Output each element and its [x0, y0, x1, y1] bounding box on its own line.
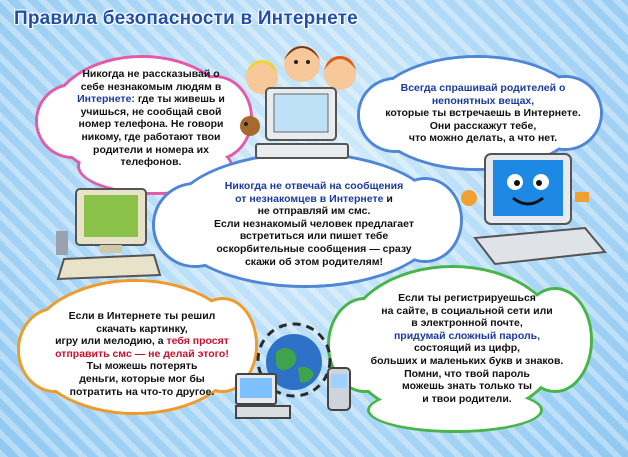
- card-line: [36, 335, 248, 348]
- card-line: [185, 243, 443, 256]
- card-line-text: можешь знать только ты: [402, 380, 532, 393]
- card-line: [378, 82, 588, 95]
- card-line: [352, 305, 582, 318]
- card-line-text: Помни, что твой пароль: [404, 367, 530, 380]
- card-line-text: на сайте, в социальной сети или: [381, 304, 553, 317]
- card-line: [378, 95, 588, 108]
- card-line-text: непонятных вещах,: [431, 94, 535, 107]
- card-top-right-text: [378, 82, 588, 145]
- card-line: [352, 342, 582, 355]
- poster-title: Правила безопасности в Интернете: [14, 8, 358, 29]
- card-line-rest: где ты живешь и: [134, 93, 225, 106]
- card-center-text: [185, 180, 443, 268]
- card-line-text: встретиться или пишет тебе: [239, 230, 389, 243]
- card-bottom-left-text: [36, 310, 248, 398]
- card-line: [36, 348, 248, 361]
- card-line-text: оскорбительные сообщения — сразу: [216, 242, 412, 255]
- card-line-text: номер телефона. Не говори: [78, 118, 224, 131]
- card-line: [352, 368, 582, 381]
- card-line: [70, 156, 232, 169]
- card-line: [36, 323, 248, 336]
- card-line-text: игру или мелодию, а: [55, 335, 167, 348]
- card-line-text: Интернете:: [77, 93, 135, 106]
- card-line-text: Никогда не отвечай на сообщения: [224, 180, 404, 192]
- card-line: [70, 81, 232, 94]
- card-line: [352, 380, 582, 393]
- card-line-text: родители и номера их: [93, 143, 209, 156]
- card-line: [70, 144, 232, 157]
- card-line: [352, 355, 582, 368]
- card-line-text: Никогда не рассказывай о: [82, 68, 220, 80]
- card-line-text: придумай сложный пароль,: [393, 329, 541, 342]
- card-line: [36, 360, 248, 373]
- card-line-text: не отправляй им смс.: [257, 205, 371, 218]
- card-top-left-text: [70, 68, 232, 169]
- card-line-text: состоящий из цифр,: [413, 342, 521, 355]
- card-line-text: телефонов.: [120, 156, 182, 169]
- card-line-text: потратить на что-то другое.: [69, 385, 215, 398]
- globe-with-devices-icon: [232, 318, 362, 428]
- smiling-computer-icon: [455, 148, 615, 268]
- kids-at-computer-icon: [232, 30, 372, 170]
- card-line: [70, 118, 232, 131]
- card-line-text: отправить смс — не делай этого!: [55, 347, 229, 360]
- card-line-text: и твои родители.: [422, 392, 512, 405]
- card-line-warning: тебя просят: [166, 335, 229, 348]
- old-computer-icon: [50, 185, 170, 285]
- card-line: [185, 180, 443, 193]
- card-line-text: Всегда спрашивай родителей о: [400, 82, 566, 94]
- card-bottom-right-text: [352, 292, 582, 405]
- card-line-text: скачать картинку,: [96, 322, 188, 335]
- card-line: [70, 68, 232, 81]
- card-line-text: учишься, не сообщай свой: [80, 105, 222, 118]
- card-line: [185, 230, 443, 243]
- card-line: [70, 106, 232, 119]
- card-line-text: Если ты регистрируешься: [398, 292, 536, 304]
- card-line-text: никому, где работают твои: [81, 130, 221, 143]
- card-line: [36, 373, 248, 386]
- card-line-text: в электронной почте,: [411, 317, 523, 330]
- card-line-text: Если в Интернете ты решил: [68, 310, 216, 322]
- card-line: [185, 218, 443, 231]
- card-line: [185, 193, 443, 206]
- card-line: [378, 132, 588, 145]
- card-line-text: скажи об этом родителям!: [244, 255, 384, 268]
- card-line: [36, 386, 248, 399]
- card-line-text: больших и маленьких букв и знаков.: [370, 354, 564, 367]
- card-line: [70, 93, 232, 106]
- card-line: [352, 292, 582, 305]
- card-line-text: Ты можешь потерять: [86, 360, 198, 373]
- card-line: [352, 330, 582, 343]
- card-line-text: Они расскажут тебе,: [429, 119, 537, 132]
- card-line: [378, 107, 588, 120]
- card-line-rest: и: [383, 192, 393, 205]
- card-line: [185, 205, 443, 218]
- card-line-text: которые ты встречаешь в Интернете.: [385, 107, 581, 120]
- card-line-text: деньги, которые мог бы: [79, 372, 205, 385]
- card-line: [70, 131, 232, 144]
- card-line: [378, 120, 588, 133]
- card-line: [352, 393, 582, 406]
- card-line: [36, 310, 248, 323]
- card-line-text: Если незнакомый человек предлагает: [213, 217, 414, 230]
- card-line-text: себе незнакомым людям в: [80, 80, 222, 93]
- card-line-text: что можно делать, а что нет.: [408, 132, 558, 145]
- card-line: [185, 256, 443, 269]
- card-line-text: от незнакомцев в Интернете: [235, 192, 384, 205]
- card-line: [352, 317, 582, 330]
